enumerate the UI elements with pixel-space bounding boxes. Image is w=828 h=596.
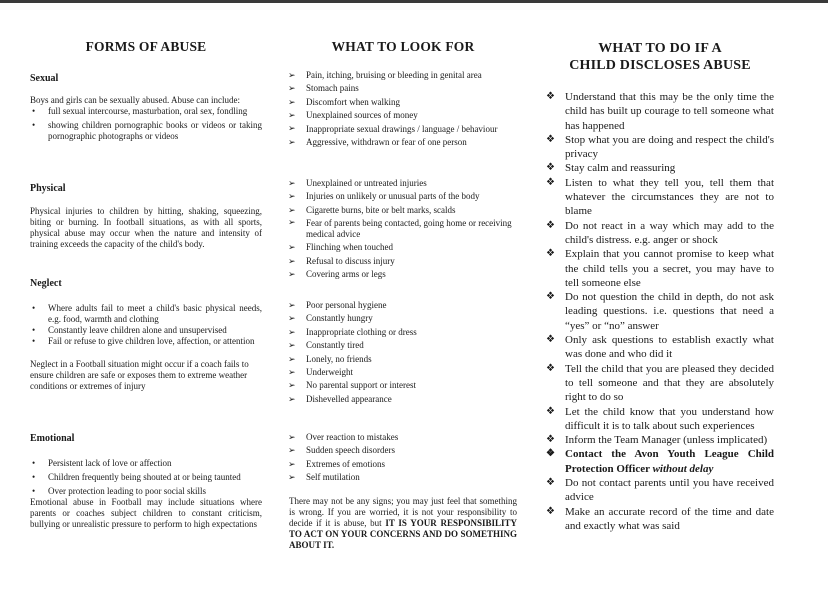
list-item: ➢ Constantly tired: [287, 339, 519, 352]
arrow-bullet-icon: ➢: [288, 458, 296, 469]
list-item: ➢ Unexplained or untreated injuries: [287, 177, 519, 190]
forms-of-abuse-title: FORMS OF ABUSE: [85, 39, 207, 54]
disclosure-steps-list: [546, 90, 774, 533]
list-item: ➢ Constantly hungry: [287, 312, 519, 325]
signs-neglect-list: [287, 299, 519, 406]
contact-officer-item: [546, 447, 774, 476]
arrow-bullet-icon: ➢: [288, 300, 296, 310]
diamond-bullet-icon: ❖: [546, 477, 555, 489]
physical-text: Physical injuries to children by hitting, shaking, squeezing, biting or burning. In football situations, as with all sports, physical abuse may occur when the nature and intensity of training exceeds the capacity of the child's body.: [30, 206, 262, 249]
arrow-bullet-icon: ➢: [288, 122, 296, 133]
list-item: ❖ Do not contact parents until you have received advice: [546, 477, 774, 504]
list-item: ➢ Inappropriate clothing or dress: [287, 326, 519, 339]
list-item: ❖ Explain that you cannot promise to keep what the child tells you a secret, you may have to tell someone else: [546, 248, 774, 289]
list-item: ➢ Covering arms or legs: [287, 268, 519, 281]
arrow-bullet-icon: ➢: [288, 445, 296, 456]
list-item: ❖ Inform the Team Manager (unless implicated): [546, 434, 768, 447]
list-item: ➢ Discomfort when walking: [287, 96, 519, 109]
list-item: • Children frequently being shouted at or being taunted: [32, 472, 241, 482]
arrow-bullet-icon: ➢: [288, 340, 296, 351]
arrow-bullet-icon: ➢: [288, 242, 296, 253]
diamond-bullet-icon: ❖: [546, 434, 555, 446]
list-item: ➢ Refusal to discuss injury: [287, 255, 519, 268]
diamond-bullet-icon: ❖: [546, 448, 555, 460]
arrow-bullet-icon: ➢: [288, 191, 296, 202]
diamond-bullet-icon: ❖: [546, 248, 555, 260]
list-item: ➢ Dishevelled appearance: [287, 393, 519, 406]
list-item: ➢ Self mutilation: [287, 471, 519, 484]
bullet-icon: •: [32, 472, 36, 482]
diamond-bullet-icon: ❖: [546, 291, 555, 303]
list-item: ➢ Sudden speech disorders: [287, 444, 519, 457]
diamond-bullet-icon: ❖: [546, 219, 555, 231]
list-item: • Where adults fail to meet a child's basic physical needs, e.g. food, warmth and clothing: [32, 303, 262, 324]
sexual-heading: Sexual: [30, 73, 59, 84]
list-item: ➢ Inappropriate sexual drawings / language / behaviour: [288, 122, 498, 134]
list-item: ➢ Injuries on unlikely or unusual parts of the body: [287, 190, 519, 203]
list-item: • Fail or refuse to give children love, affection, or attention: [32, 336, 255, 346]
bullet-icon: •: [32, 120, 36, 130]
bullet-icon: •: [32, 106, 36, 116]
list-item: ❖ Listen to what they tell you, tell them that whatever the circumstances they are not to blame: [546, 176, 774, 218]
sexual-section: [30, 73, 262, 142]
list-item: ❖ Do not react in a way which may add to the child's distress. e.g. anger or shock: [546, 219, 774, 246]
arrow-bullet-icon: ➢: [288, 96, 296, 107]
sexual-list: [30, 106, 262, 142]
diamond-bullet-icon: ❖: [546, 334, 555, 346]
sexual-intro: Boys and girls can be sexually abused. Abuse can include:: [30, 95, 240, 105]
bullet-icon: •: [32, 486, 36, 496]
top-edge-line: [0, 0, 828, 3]
title-line-2: CHILD DISCLOSES ABUSE: [569, 58, 751, 73]
bullet-icon: •: [32, 303, 36, 313]
signs-emotional-list: [287, 431, 519, 485]
list-item: ➢ Poor personal hygiene: [287, 299, 519, 312]
arrow-bullet-icon: ➢: [288, 472, 296, 483]
list-item: • Over protection leading to poor social skills: [32, 486, 206, 496]
arrow-bullet-icon: ➢: [288, 204, 296, 215]
list-item: ➢ Underweight: [287, 366, 519, 379]
diamond-bullet-icon: ❖: [546, 91, 555, 102]
arrow-bullet-icon: ➢: [288, 367, 296, 378]
list-item: ➢ Unexplained sources of money: [287, 109, 519, 122]
what-to-look-for-title: WHAT TO LOOK FOR: [331, 39, 475, 54]
emotional-text: Emotional abuse in Football may include situations where parents or coaches subject children to constant criticism, bullying or unrealistic pressure to perform to high expectations: [30, 497, 262, 529]
neglect-text: Neglect in a Football situation might occur if a coach fails to ensure children are safe or exposes them to extreme weather conditions or extremes of injury: [30, 359, 249, 391]
diamond-bullet-icon: ❖: [546, 176, 555, 188]
bullet-icon: •: [32, 458, 36, 468]
list-item: • showing children pornographic books or videos or taking pornographic photographs or videos: [32, 120, 262, 141]
without-delay-text: without delay: [652, 462, 714, 475]
responsibility-text: There may not be any signs; you may just feel that something is wrong. If you are worried, it is not your responsibility to decide if it is abuse, but: [289, 496, 517, 528]
physical-heading: Physical: [30, 183, 66, 194]
diamond-bullet-icon: ❖: [546, 162, 555, 174]
bullet-icon: •: [32, 336, 36, 346]
diamond-bullet-icon: ❖: [546, 133, 555, 145]
list-item: • full sexual intercourse, masturbation, oral sex, fondling: [32, 106, 248, 116]
arrow-bullet-icon: ➢: [288, 217, 296, 228]
what-to-do-title: [546, 40, 774, 74]
list-item: ➢ Aggressive, withdrawn or fear of one person: [287, 136, 519, 149]
list-item: ➢ Over reaction to mistakes: [287, 431, 519, 444]
list-item: ➢ Flinching when touched: [287, 241, 519, 254]
list-item: ➢ Stomach pains: [287, 82, 519, 95]
list-item: ❖ Stop what you are doing and respect the child's privacy: [546, 133, 774, 161]
list-item: ❖ Let the child know that you understand how difficult it is to talk about such experiences: [546, 405, 774, 432]
physical-section: [30, 183, 262, 250]
list-item: ➢ Pain, itching, bruising or bleeding in genital area: [287, 69, 519, 82]
emotional-section: [30, 433, 262, 530]
responsibility-emphasis: IT IS YOUR RESPONSIBILITY TO ACT ON YOUR CONCERNS AND DO SOMETHING ABOUT IT.: [289, 518, 517, 550]
list-item: ➢ No parental support or interest: [287, 379, 519, 392]
arrow-bullet-icon: ➢: [288, 432, 296, 442]
arrow-bullet-icon: ➢: [288, 255, 296, 266]
list-item: ➢ Fear of parents being contacted, going home or receiving medical advice: [288, 217, 512, 240]
emotional-list: [30, 458, 262, 497]
list-item: ❖ Do not question the child in depth, do not ask leading questions. i.e. questions that need a “yes” or “no” answer: [546, 291, 774, 332]
arrow-bullet-icon: ➢: [288, 70, 296, 80]
signs-physical-list: [287, 177, 519, 281]
responsibility-paragraph: [289, 496, 517, 551]
bullet-icon: •: [32, 325, 36, 335]
arrow-bullet-icon: ➢: [288, 353, 296, 364]
list-item: • Persistent lack of love or affection: [32, 458, 172, 468]
diamond-bullet-icon: ❖: [546, 362, 555, 374]
contact-officer-text: Contact the Avon Youth League Child Protection Officer: [565, 448, 774, 475]
arrow-bullet-icon: ➢: [288, 380, 296, 391]
list-item: ➢ Lonely, no friends: [287, 353, 519, 366]
arrow-bullet-icon: ➢: [288, 393, 296, 404]
arrow-bullet-icon: ➢: [288, 178, 296, 188]
signs-sexual-list: [287, 69, 519, 149]
arrow-bullet-icon: ➢: [288, 83, 296, 94]
list-item: ❖ Make an accurate record of the time and date and exactly what was said: [546, 505, 774, 532]
neglect-list: [30, 303, 262, 347]
arrow-bullet-icon: ➢: [288, 269, 296, 280]
list-item: ❖ Stay calm and reassuring: [546, 162, 676, 175]
arrow-bullet-icon: ➢: [288, 136, 296, 147]
emotional-heading: Emotional: [30, 433, 75, 444]
arrow-bullet-icon: ➢: [288, 313, 296, 324]
neglect-section: [30, 278, 262, 392]
title-line-1: WHAT TO DO IF A: [598, 41, 722, 56]
list-item: ➢ Extremes of emotions: [287, 458, 519, 471]
list-item: ❖ Only ask questions to establish exactly what was done and who did it: [546, 334, 774, 361]
diamond-bullet-icon: ❖: [546, 405, 555, 417]
list-item: • Constantly leave children alone and unsupervised: [32, 325, 227, 335]
neglect-heading: Neglect: [30, 278, 62, 289]
list-item: ❖ Understand that this may be the only time the child has built up courage to tell someone what has happened: [546, 91, 774, 132]
list-item: ➢ Cigarette burns, bite or belt marks, scalds: [287, 204, 519, 217]
arrow-bullet-icon: ➢: [288, 110, 296, 121]
list-item: ❖ Tell the child that you are pleased they decided to tell someone and that they are absolutely right to do so: [546, 362, 774, 404]
diamond-bullet-icon: ❖: [546, 505, 555, 517]
arrow-bullet-icon: ➢: [288, 326, 296, 337]
